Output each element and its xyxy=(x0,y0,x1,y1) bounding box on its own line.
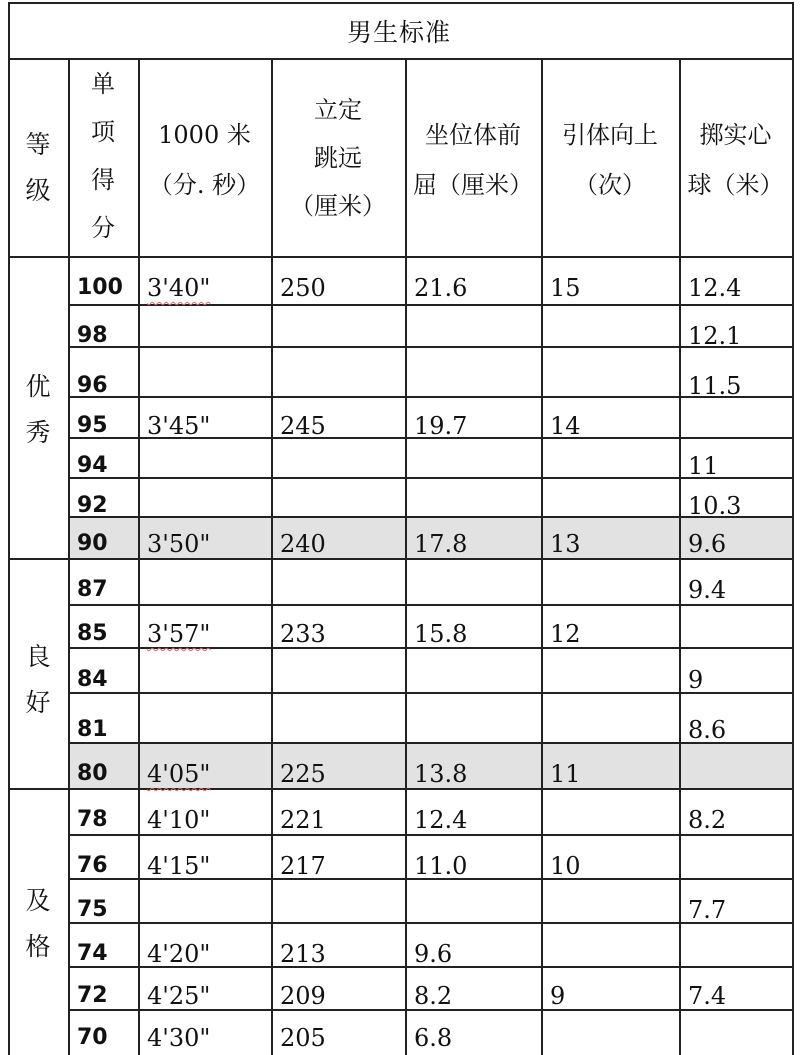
cell-clip xyxy=(77,922,137,966)
shotput-distance-cell: 8.2 xyxy=(688,806,727,834)
grid-line xyxy=(68,437,792,439)
cell-clip xyxy=(147,922,270,966)
grid-line xyxy=(405,58,407,1055)
pullup-count-cell: 13 xyxy=(550,530,581,558)
grade-pass-label: 及 格 xyxy=(25,886,51,961)
shotput-distance-cell: 7.7 xyxy=(688,896,727,924)
grid-line xyxy=(8,2,10,1055)
grid-line xyxy=(68,692,792,694)
pullup-count-cell: 10 xyxy=(550,852,581,880)
score-cell: 70 xyxy=(77,1025,108,1050)
jump-distance-cell: 245 xyxy=(280,412,326,437)
grid-line xyxy=(68,966,792,968)
jump-distance-cell: 209 xyxy=(280,982,326,1010)
cell-clip xyxy=(77,477,137,516)
cell-clip xyxy=(280,396,404,437)
score-cell: 80 xyxy=(77,761,108,786)
score-cell: 84 xyxy=(77,667,108,692)
grid-line xyxy=(68,516,792,518)
reach-distance-cell: 9.6 xyxy=(414,940,453,966)
jump-distance-cell: 225 xyxy=(280,760,326,788)
grid-line xyxy=(8,58,792,60)
cell-clip xyxy=(550,396,678,437)
run-time-cell: 4'30" xyxy=(147,1024,211,1052)
score-cell: 75 xyxy=(77,897,108,922)
grid-line xyxy=(792,2,794,1055)
score-cell: 90 xyxy=(77,531,108,556)
shotput-distance-cell: 12.1 xyxy=(688,322,742,350)
reach-distance-cell: 11.0 xyxy=(414,852,468,880)
grid-line xyxy=(68,477,792,479)
run-time-cell: 4'20" xyxy=(147,940,211,966)
grid-line xyxy=(679,58,681,1055)
jump-distance-cell: 221 xyxy=(280,806,326,834)
run-time-cell: 4'15" xyxy=(147,852,211,880)
grid-line xyxy=(8,2,792,4)
score-cell: 76 xyxy=(77,853,108,878)
cell-clip xyxy=(147,396,270,437)
grid-line xyxy=(68,304,792,306)
grid-line xyxy=(8,788,792,790)
grid-line xyxy=(541,58,543,1055)
shotput-distance-cell: 10.3 xyxy=(688,492,742,516)
score-cell: 78 xyxy=(77,807,108,832)
shotput-distance-cell: 9 xyxy=(688,666,704,694)
header-standing-jump: 立定 跳远 （厘米） xyxy=(290,96,386,220)
score-cell: 81 xyxy=(77,717,108,742)
grid-line xyxy=(68,834,792,836)
score-cell: 98 xyxy=(77,323,108,348)
score-cell: 94 xyxy=(77,453,108,478)
reach-distance-cell: 8.2 xyxy=(414,982,453,1010)
grid-line xyxy=(138,58,140,1055)
reach-distance-cell: 12.4 xyxy=(414,806,468,834)
score-cell: 72 xyxy=(77,983,108,1008)
jump-distance-cell: 233 xyxy=(280,620,326,648)
pullup-count-cell: 14 xyxy=(550,412,581,437)
header-pull-up: 引体向上 （次） xyxy=(562,121,658,199)
run-time-cell: 3'57" xyxy=(147,620,211,648)
run-time-cell: 4'10" xyxy=(147,806,211,834)
pullup-count-cell: 11 xyxy=(550,760,581,788)
shotput-distance-cell: 11 xyxy=(688,452,719,480)
grid-line xyxy=(68,58,70,1055)
grid-line xyxy=(8,558,792,560)
score-cell: 96 xyxy=(77,373,108,398)
pullup-count-cell: 12 xyxy=(550,620,581,648)
jump-distance-cell: 205 xyxy=(280,1024,326,1052)
score-cell: 74 xyxy=(77,941,108,966)
pullup-count-cell: 9 xyxy=(550,982,566,1010)
cell-clip xyxy=(280,922,404,966)
reach-distance-cell: 6.8 xyxy=(414,1024,453,1052)
score-cell: 85 xyxy=(77,621,108,646)
cell-clip xyxy=(688,477,791,516)
reach-distance-cell: 13.8 xyxy=(414,760,468,788)
jump-distance-cell: 250 xyxy=(280,274,326,302)
grid-line xyxy=(8,256,792,258)
grade-good-label: 良 好 xyxy=(25,642,51,717)
cell-clip xyxy=(77,396,137,437)
shotput-distance-cell: 9.6 xyxy=(688,530,727,558)
run-time-cell: 3'45" xyxy=(147,412,211,437)
reach-distance-cell: 19.7 xyxy=(414,412,468,437)
grid-line xyxy=(68,604,792,606)
header-score: 单 项 得 分 xyxy=(91,70,115,242)
header-run-1000m: 1000 米 （分. 秒） xyxy=(148,121,261,199)
score-cell: 92 xyxy=(77,493,108,516)
run-time-cell: 4'25" xyxy=(147,982,211,1010)
grid-line xyxy=(68,346,792,348)
shotput-distance-cell: 8.6 xyxy=(688,716,727,744)
reach-distance-cell: 15.8 xyxy=(414,620,468,648)
shotput-distance-cell: 12.4 xyxy=(688,274,742,302)
jump-distance-cell: 217 xyxy=(280,852,326,880)
header-grade: 等 级 xyxy=(25,130,51,205)
header-shot-put: 掷实心 球（米） xyxy=(687,121,784,199)
cell-clip xyxy=(414,396,540,437)
run-time-cell: 3'50" xyxy=(147,530,211,558)
score-cell: 95 xyxy=(77,413,108,437)
reach-distance-cell: 21.6 xyxy=(414,274,468,302)
grid-line xyxy=(271,58,273,1055)
shotput-distance-cell: 7.4 xyxy=(688,982,727,1010)
score-cell: 100 xyxy=(77,275,123,300)
table-title: 男生标准 xyxy=(346,18,451,47)
jump-distance-cell: 240 xyxy=(280,530,326,558)
cell-clip xyxy=(414,922,540,966)
score-cell: 87 xyxy=(77,577,108,602)
jump-distance-cell: 213 xyxy=(280,940,326,966)
header-sit-and-reach: 坐位体前 屈（厘米） xyxy=(413,121,533,199)
grid-line xyxy=(68,742,792,744)
grade-excellent-label: 优 秀 xyxy=(25,372,51,447)
reach-distance-cell: 17.8 xyxy=(414,530,468,558)
run-time-cell: 3'40" xyxy=(147,274,211,302)
pullup-count-cell: 15 xyxy=(550,274,581,302)
run-time-cell: 4'05" xyxy=(147,760,211,788)
shotput-distance-cell: 9.4 xyxy=(688,576,727,604)
shotput-distance-cell: 11.5 xyxy=(688,372,742,400)
